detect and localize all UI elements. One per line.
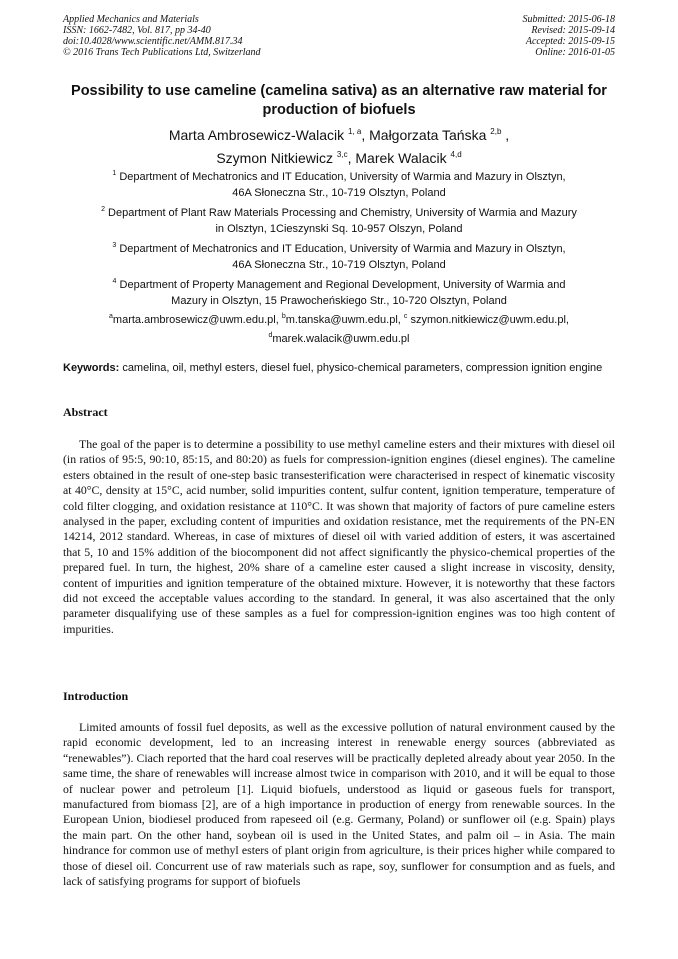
author: Marta Ambrosewicz-Walacik $^{1, a}$, [168, 127, 370, 143]
paper-title: Possibility to use cameline (camelina sativa) as an alternative raw material for production of biofuels [71, 83, 607, 118]
introduction-text: Limited amounts of fossil fuel deposits, as well as the excessive pollution of natural environment caused by the rapid economic development, led to an increasing interest in renewable energy sources (abbreviated as “renewables”). Ciach reported that the hard coal reserves will be practically depleted already about year 2050. In the same time, the share of renewables will increase almost twice in comparison with 2010, and it will be equal to those of nuclear power and petroleum [1]. Liquid biofuels, understood as liquid or gaseous fuels for transport, manufactured from biomass [2], are of a high importance in production of energy from renewable sources. In the European Union, biodiesel produced from rapeseed oil (e.g. Germany, Poland) or sunflower oil (e.g. Spain) plays the main part. On the other hand, soybean oil is used in the United States, and palm oil – in Asia. The main hindrance for common use of methyl esters of plant origin from agriculture, is their prices higher while compared to those of diesel oil. Concurrent use of raw materials such as rape, soy, sunflower for consumption and as fuels, and lack of satisfying programs for support of biofuels [63, 720, 615, 889]
email-link[interactable]: marta.ambrosewicz@uwm.edu.pl, [112, 314, 279, 326]
affiliation-2: $^2$ Department of Plant Raw Materials Processing and Chemistry, University of Warmia and Mazury in Olsztyn, 1Cieszynski Sq. 10-957 Olszyn, Poland [101, 206, 577, 235]
abstract-heading: Abstract [63, 405, 108, 419]
keywords [63, 361, 615, 376]
dates-info [523, 14, 616, 58]
affiliation-3: $^3$ Department of Mechatronics and IT Education, University of Warmia and Mazury in Olsztyn, 46A Słoneczna Str., 10-719 Olsztyn, Poland [112, 242, 566, 271]
author-list [63, 122, 615, 168]
page-header [63, 14, 615, 58]
author: Marek Walacik $^{4,d}$ [355, 150, 462, 166]
copyright: © 2016 Trans Tech Publications Ltd, Switzerland [63, 47, 261, 58]
submitted-date: Submitted: 2015-06-18 [522, 14, 615, 25]
email-link[interactable]: marek.walacik@uwm.edu.pl [272, 333, 410, 345]
journal-info [63, 14, 261, 58]
keywords-label: Keywords: [63, 362, 120, 374]
accepted-date: Accepted: 2015-09-15 [525, 36, 615, 47]
doi: doi:10.4028/www.scientific.net/AMM.817.34 [63, 36, 243, 47]
journal-name: Applied Mechanics and Materials [63, 14, 199, 25]
introduction-heading: Introduction [63, 689, 129, 703]
email-link[interactable]: m.tanska@uwm.edu.pl, [285, 314, 401, 326]
affiliation-1: $^1$ Department of Mechatronics and IT Education, University of Warmia and Mazury in Olsztyn, 46A Słoneczna Str., 10-719 Olsztyn, Poland [112, 170, 566, 199]
abstract-text: The goal of the paper is to determine a possibility to use methyl cameline esters and their mixtures with diesel oil (in ratios of 95:5, 90:10, 85:15, and 80:20) as fuels for compression-ignition engines (diesel engines). The cameline esters obtained in the result of one-step basic transesterification were characterised in respect of kinematic viscosity at 40°C, density at 15°C, acid number, solid impurities content, sulfur content, ignition temperature, temperature of cold filter clogging, and oxidation resistance at 110°C. It was shown that majority of factors of pure cameline esters analysed in the paper, excluding content of impurities and oxidation resistance, met the requirements of the PN-EN 14214, 2012 standard. Whereas, in case of mixtures of diesel oil with varied addition of esters, it was ascertained that 5, 10 and 15% addition of the biocomponent did not affect significantly the physico-chemical properties of the prepared fuel. In turn, the highest, 20% share of a cameline ester caused a slight increase in viscosity, density, content of impurities and ignition temperature of the obtained mixture. However, it is noteworthy that these factors did not exceed the acceptable values according to the standard. In general, it was also ascertained that the only parameter disqualifying use of these samples as a fuel for compression-ignition engines was too high content of impurities. [63, 437, 615, 636]
issn: ISSN: 1662-7482, Vol. 817, pp 34-40 [63, 25, 211, 36]
online-date: Online: 2016-01-05 [535, 47, 615, 58]
affiliation-4: $^4$ Department of Property Management and Regional Development, University of Warmia and Mazury in Olsztyn, 15 Prawocheńskiego Str., 10-720 Olsztyn, Poland [112, 278, 566, 307]
keywords-text: camelina, oil, methyl esters, diesel fuel, physico-chemical parameters, compression ignition engine [122, 362, 603, 374]
author: Małgorzata Tańska $^{2,b}$ , [369, 127, 510, 143]
email-link[interactable]: szymon.nitkiewicz@uwm.edu.pl, [410, 314, 569, 326]
author: Szymon Nitkiewicz $^{3,c}$, [216, 150, 356, 166]
author-emails: $^a$marta.ambrosewicz@uwm.edu.pl, $^b$m.tanska@uwm.edu.pl, $^c$ szymon.nitkiewicz@uwm.edu.pl, $^d$marek.walacik@uwm.edu.pl [109, 313, 569, 345]
revised-date: Revised: 2015-09-14 [531, 25, 615, 36]
